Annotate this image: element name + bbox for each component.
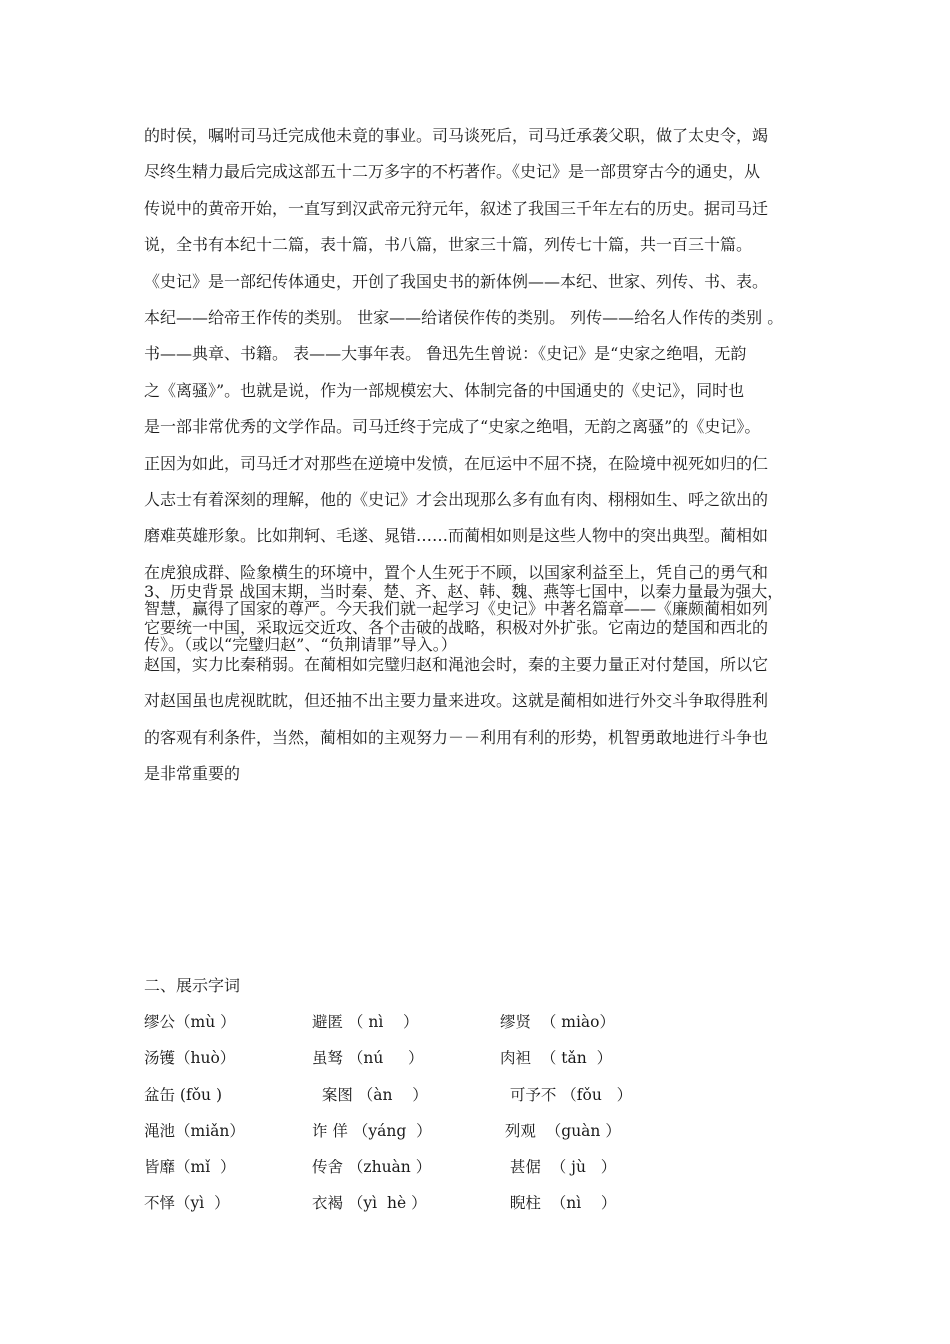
vocab-entry: 虽驽 （nú ） (312, 1049, 424, 1068)
vocab-entry: 缪公（mù ） (144, 1013, 236, 1031)
text-line: 本纪——给帝王作传的类别。 世家——给诸侯作传的类别。 列传——给名人作传的类别 。 (144, 307, 784, 327)
text-line: 是非常重要的 (144, 763, 241, 783)
text-line: 的客观有利条件，当然，蔺相如的主观努力－－利用有利的形势，机智勇敢地进行斗争也 (144, 727, 769, 747)
text-line: 对赵国虽也虎视眈眈，但还抽不出主要力量来进攻。这就是蔺相如进行外交斗争取得胜利 (144, 691, 769, 711)
vocab-entry: 皆靡（mǐ ） (144, 1158, 236, 1177)
vocab-entry: 传舍 （zhuàn ） (312, 1158, 432, 1177)
vocab-entry: 甚倨 （ jù ） (500, 1158, 617, 1177)
text-line: 是一部非常优秀的文学作品。司马迁终于完成了“史家之绝唱，无韵之离骚”的《史记》。 (144, 417, 761, 437)
text-line: 它要统一中国，采取远交近攻、各个击破的战略，积极对外扩张。它南边的楚国和西北的 (144, 618, 769, 638)
vocab-entry: 肉袒 （ tǎn ） (500, 1049, 613, 1068)
vocab-row (0, 1040, 950, 1076)
historical-background-paragraph (144, 574, 824, 792)
vocab-row (0, 1113, 950, 1149)
text-line: 正因为如此，司马迁才对那些在逆境中发愤，在厄运中不屈不挠，在险境中视死如归的仁 (144, 453, 769, 473)
text-line: 《史记》是一部纪传体通史，开创了我国史书的新体例——本纪、世家、列传、书、表。 (144, 271, 769, 291)
text-line: 尽终生精力最后完成这部五十二万多字的不朽著作。《史记》是一部贯穿古今的通史，从 (144, 162, 761, 182)
vocab-entry: 案图 （àn ） (312, 1085, 428, 1104)
vocab-entry: 避匿 （ nì ） (312, 1013, 419, 1031)
vocab-entry: 缪贤 （ miào） (500, 1013, 616, 1031)
text-line: 说，全书有本纪十二篇，表十篇，书八篇，世家三十篇，列传七十篇，共一百三十篇。 (144, 235, 753, 255)
vocab-entry: 汤镬（huò） (144, 1049, 236, 1068)
vocab-entry: 衣褐 （yì hè ） (312, 1194, 427, 1213)
vocab-entry: 列观 （guàn ） (500, 1121, 621, 1140)
text-line: 的时侯，嘱咐司马迁完成他未竟的事业。司马谈死后，司马迁承袭父职，做了太史令，竭 (144, 126, 769, 145)
text-line: 传说中的黄帝开始，一直写到汉武帝元狩元年，叙述了我国三千年左右的历史。据司马迁 (144, 198, 769, 218)
vocab-entry: 渑池（miǎn） (144, 1121, 245, 1140)
vocab-row (0, 1149, 950, 1185)
text-line: 3、历史背景 战国末期，当时秦、楚、齐、赵、韩、魏、燕等七国中，以秦力量最为强大， (144, 582, 784, 601)
vocab-entry: 可予不 （fǒu ） (500, 1085, 633, 1104)
text-line: 赵国，实力比秦稍弱。在蔺相如完璧归赵和渑池会时，秦的主要力量正对付楚国，所以它 (144, 654, 769, 674)
text-line: 之《离骚》”。也就是说，作为一部规模宏大、体制完备的中国通史的《史记》，同时也 (144, 380, 745, 400)
text-line: 磨难英雄形象。比如荆轲、毛遂、晁错……而蔺相如则是这些人物中的突出典型。蔺相如 (144, 526, 769, 546)
vocabulary-table (0, 1004, 950, 1222)
text-line: 传》。（或以“完璧归赵”、“负荆请罪”导入。） (144, 635, 457, 655)
vocab-row (0, 1185, 950, 1221)
text-line: 书——典章、书籍。 表——大事年表。 鲁迅先生曾说：《史记》是“史家之绝唱，无韵 (144, 344, 747, 364)
vocab-row (0, 1004, 950, 1040)
vocab-entry: 睨柱 （nì ） (500, 1194, 617, 1213)
text-line: 在虎狼成群、险象横生的环境中，置个人生死于不顾，以国家利益至上，凭自己的勇气和 (144, 562, 769, 582)
text-line: 人志士有着深刻的理解，他的《史记》才会出现那么多有血有肉、栩栩如生、呼之欲出的 (144, 489, 769, 509)
vocab-row (0, 1077, 950, 1113)
vocab-entry: 盆缶 (fǒu ) (144, 1085, 222, 1104)
section-heading: 二、展示字词 (144, 976, 241, 995)
vocab-entry: 诈 佯 （yáng ） (312, 1121, 432, 1140)
text-line: 智慧，赢得了国家的尊严。今天我们就一起学习《史记》中著名篇章——《廉颇蔺相如列 (144, 599, 769, 619)
vocab-entry: 不怿（yì ） (144, 1194, 230, 1213)
